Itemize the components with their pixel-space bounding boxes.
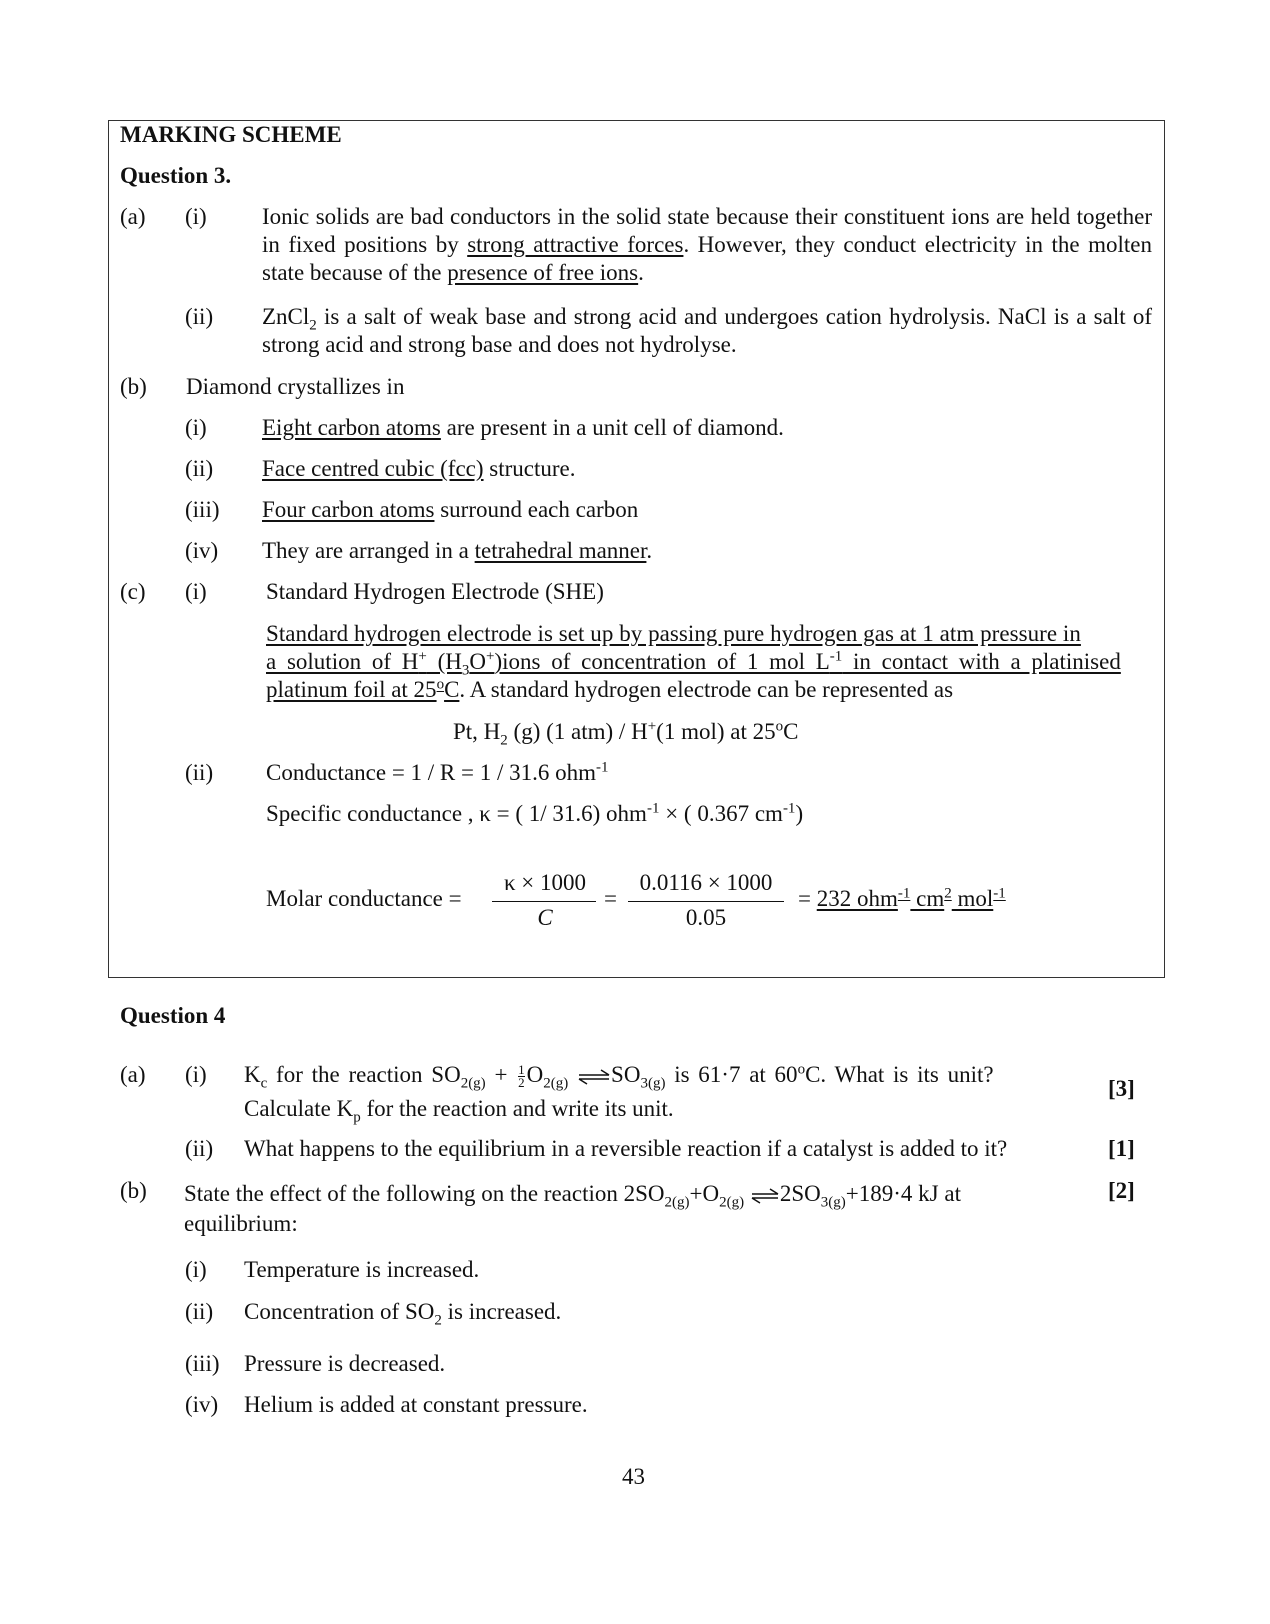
molar-conductance-label: Molar conductance = [266, 886, 462, 911]
q4-b-iv-label: (iv) [185, 1392, 219, 1417]
q3-a-label: (a) [120, 204, 146, 229]
q3-b-iii-label: (iii) [185, 497, 220, 522]
fraction-2-bar [628, 901, 784, 902]
q4-b-question-line1: State the effect of the following on the reaction $2SO_{2(g)}+O_{2(g)}$ $2SO_{3(g)}+189\cdot 4$ kJ at [184, 1181, 961, 1211]
q4-b-question-line2: equilibrium: [184, 1211, 298, 1236]
q4-b-ii-text: Concentration of $SO_2$ is increased. [244, 1299, 562, 1329]
q3-b-ii-label: (ii) [185, 456, 214, 481]
fraction-2-numerator: 0.0116 × 1000 [639, 870, 773, 895]
she-line-3: platinum foil at 25$^o$C. A standard hydrogen electrode can be represented as [266, 676, 954, 702]
page-number: 43 [622, 1464, 645, 1489]
she-line-1: Standard hydrogen electrode is set up by passing pure hydrogen gas at 1 atm pressure in [266, 621, 1081, 646]
conductance-line: Conductance = 1 / R = 1 / 31.6 ohm$^{-1}$ [266, 759, 609, 785]
q3-a-ii-answer: ZnCl$_2$ is a salt of weak base and strong acid and undergoes cation hydrolysis. NaCl is a salt of strong acid and strong base and does not hydrolyse. [262, 304, 1152, 357]
q4-a-i-marks: [3] [1108, 1076, 1135, 1101]
q4-a-ii-label: (ii) [185, 1136, 214, 1161]
fraction-1-numerator: κ × 1000 [503, 870, 587, 895]
question-3-title: Question 3. [120, 163, 232, 188]
q3-b-iii-answer: Four carbon atoms surround each carbon [262, 497, 639, 522]
question-4-title: Question 4 [120, 1003, 226, 1028]
q3-c-i-label: (i) [185, 579, 207, 604]
q3-b-iv-answer: They are arranged in a tetrahedral manner. [262, 538, 653, 563]
she-representation: Pt, $H_2$ (g) (1 atm) / H+(1 mol) at 25$^o$C [453, 718, 799, 749]
q3-b-iv-label: (iv) [185, 538, 219, 563]
q4-a-i-label: (i) [185, 1062, 207, 1087]
q3-c-label: (c) [120, 579, 146, 604]
q4-b-i-text: Temperature is increased. [244, 1257, 480, 1282]
q3-a-i-answer: Ionic solids are bad conductors in the solid state because their constituent ions are held together in fixed positions by strong attractive forces. However, they conduct electricity in the molten state because of the presence of free ions. [262, 204, 1152, 285]
molar-conductance-result: = 232 ohm$^{-1}$ $cm^2$ mol$^{-1}$ [798, 885, 1006, 911]
q4-b-iv-text: Helium is added at constant pressure. [244, 1392, 588, 1417]
q4-b-i-label: (i) [185, 1257, 207, 1282]
fraction-1-denominator: C [537, 905, 553, 930]
q4-a-i-question-line2: Calculate $K_p$ for the reaction and write its unit. [244, 1096, 674, 1126]
she-line-2: a solution of H+ $(H_3O^+)ions$ of concentration of 1 mol $L^{-1}$ in contact with a platinised [266, 648, 1121, 679]
q4-b-label: (b) [120, 1178, 147, 1203]
fraction-1-bar [492, 901, 596, 902]
q4-b-marks: [2] [1108, 1178, 1135, 1203]
equilibrium-arrow-icon [577, 1069, 611, 1085]
q4-a-ii-question: What happens to the equilibrium in a reversible reaction if a catalyst is added to it? [244, 1136, 1008, 1161]
q4-a-ii-marks: [1] [1108, 1136, 1135, 1161]
equals-sign: = [604, 886, 617, 911]
q3-b-i-label: (i) [185, 415, 207, 440]
q3-b-i-answer: Eight carbon atoms are present in a unit cell of diamond. [262, 415, 784, 440]
fraction-2-denominator: 0.05 [685, 905, 727, 930]
q4-a-label: (a) [120, 1062, 146, 1087]
equilibrium-arrow-icon [750, 1188, 780, 1204]
q3-a-ii-label: (ii) [185, 304, 214, 329]
specific-conductance-line: Specific conductance , κ = ( 1/ 31.6) ohm$^{-1}$ × ( 0.367 $cm^{-1}$) [266, 800, 804, 826]
q4-b-iii-text: Pressure is decreased. [244, 1351, 446, 1376]
one-half-fraction: $\frac{1}{2}$ [518, 1062, 525, 1091]
marking-scheme-title: MARKING SCHEME [120, 122, 342, 147]
q3-b-ii-answer: Face centred cubic (fcc) structure. [262, 456, 576, 481]
q3-c-ii-label: (ii) [185, 760, 214, 785]
q4-b-ii-label: (ii) [185, 1299, 214, 1324]
q3-a-i-label: (i) [185, 204, 207, 229]
q4-b-iii-label: (iii) [185, 1351, 220, 1376]
q4-a-i-question-line1: $K_c$ for the reaction $SO_{2(g)}$ + $\frac{1}{2}$ $O_{2(g)}$ $SO_{3(g)}$ is 61·7 at 60$^o$C. What is its unit? [244, 1061, 994, 1092]
q3-c-i-heading: Standard Hydrogen Electrode (SHE) [266, 579, 604, 604]
q3-b-label: (b) [120, 374, 147, 399]
q3-b-intro: Diamond crystallizes in [186, 374, 405, 399]
